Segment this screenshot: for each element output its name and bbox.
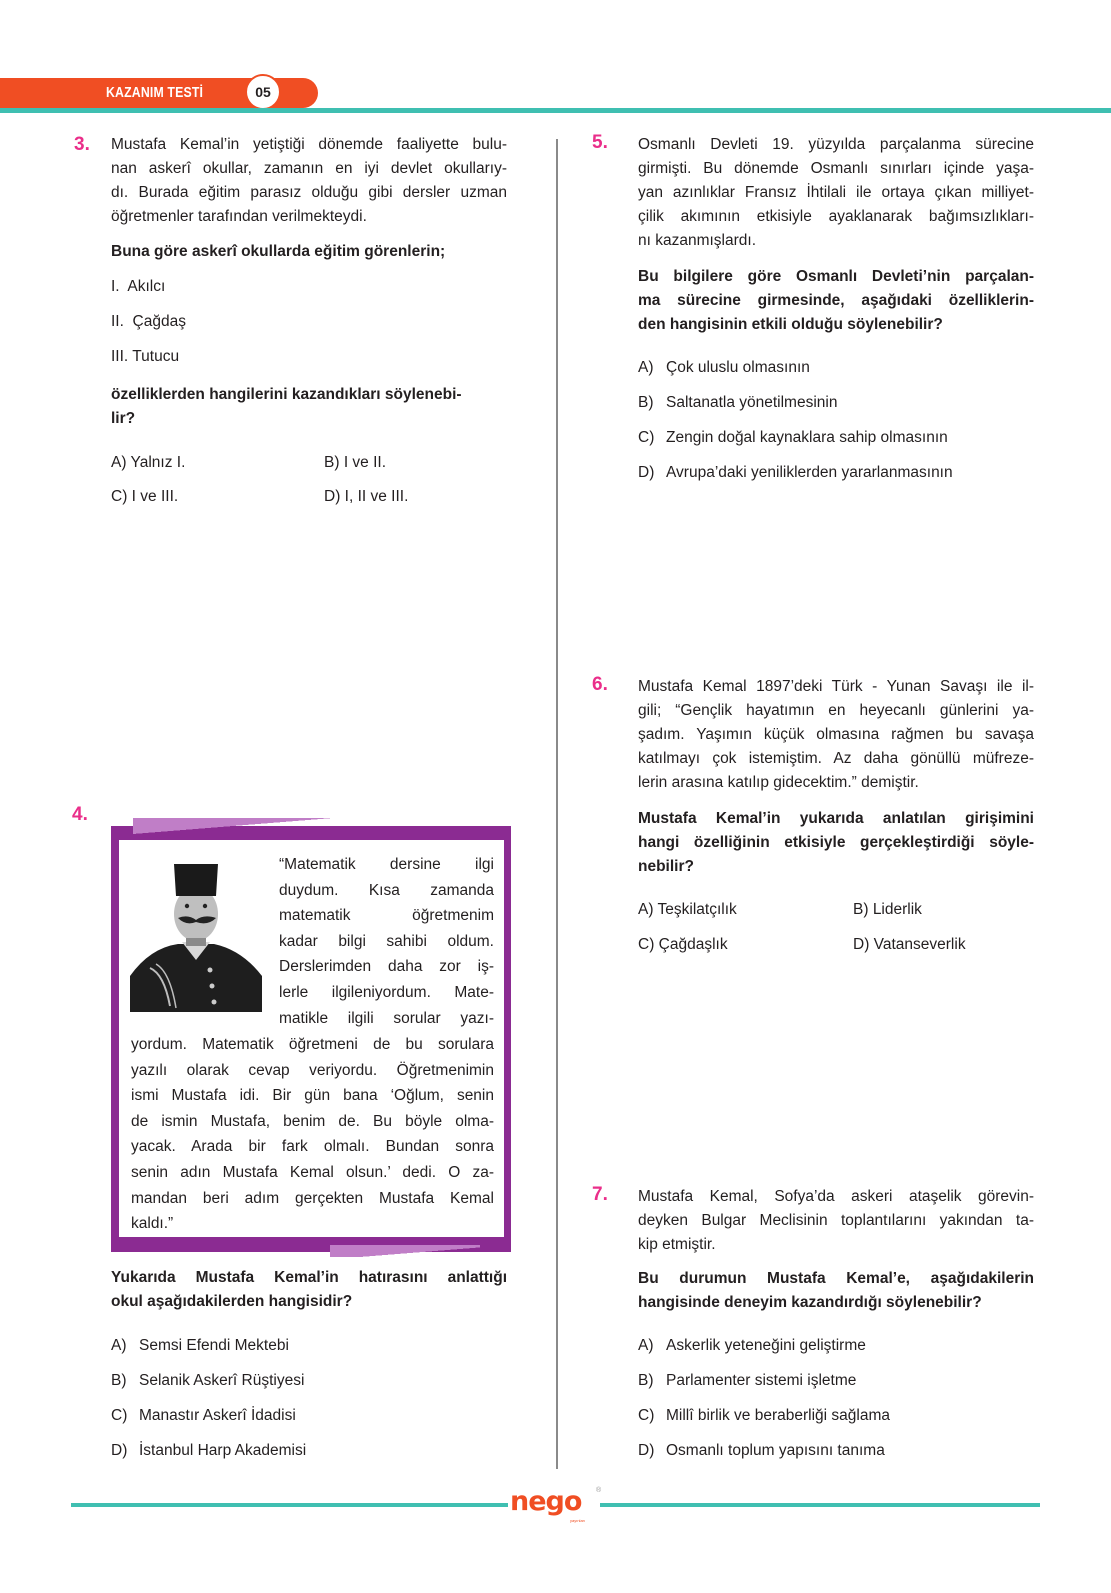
option-text: Vatanseverlik <box>873 936 966 953</box>
question-text: özelliklerden hangilerini kazandıkları söylenebi- <box>111 386 462 403</box>
question-text: ma sürecine girmesinde, aşağıdaki özelliklerin- <box>638 292 1034 309</box>
option-text: Selanik Askerî Rüştiyesi <box>139 1372 305 1389</box>
stem-line: şadım. Yaşımın küçük olmasına rağmen bu savaşa <box>638 726 1034 743</box>
quote-line: Derslerimden daha zor iş- <box>279 958 494 976</box>
publisher-logo-subtitle: yayınları <box>570 1518 586 1523</box>
option-c[interactable] <box>111 486 178 508</box>
option-c[interactable] <box>638 1405 890 1427</box>
option-text: Semsi Efendi Mektebi <box>139 1337 289 1354</box>
option-text: Manastır Askerî İdadisi <box>139 1407 296 1424</box>
option-text: Parlamenter sistemi işletme <box>666 1372 857 1389</box>
option-label: A) <box>638 359 654 376</box>
option-d[interactable] <box>111 1440 306 1462</box>
option-label: C) <box>638 429 655 446</box>
stem-line: çilik akımının etkisiyle ayaklanarak bağımsızlıkları- <box>638 208 1034 225</box>
quote-line: ismi Mustafa idi. Bir gün bana ‘Oğlum, senin <box>131 1087 494 1105</box>
option-text: Avrupa’daki yeniliklerden yararlanmasının <box>666 464 953 481</box>
question-number: 6. <box>592 674 608 695</box>
stem-line: deyken Bulgar Meclisinin toplantılarını yakından ta- <box>638 1212 1034 1229</box>
option-text: Yalnız I. <box>130 454 186 471</box>
option-c[interactable] <box>638 427 948 449</box>
stem-line: girmişti. Bu dönemde Osmanlı sınırları içinde yaşa- <box>638 160 1034 177</box>
stem-line: Mustafa Kemal, Sofya’da askeri ataşelik görevin- <box>638 1188 1034 1205</box>
quote-line: yordum. Matematik öğretmeni de bu sorulara <box>131 1036 494 1053</box>
option-b[interactable] <box>324 452 386 474</box>
option-b[interactable] <box>638 392 837 414</box>
test-title: KAZANIM TESTİ <box>106 84 204 101</box>
question-text: lir? <box>111 410 136 427</box>
option-label: B) <box>853 901 869 918</box>
stem-line: öğretmenler tarafından verilmekteydi. <box>111 208 367 225</box>
option-text: Zengin doğal kaynaklara sahip olmasının <box>666 429 948 446</box>
option-label: D) <box>324 488 341 505</box>
portrait-icon <box>130 856 262 1012</box>
option-label: C) <box>111 488 128 505</box>
option-text: Teşkilatçılık <box>657 901 737 918</box>
option-text: I ve II. <box>343 454 387 471</box>
question-text: okul aşağıdakilerden hangisidir? <box>111 1293 353 1310</box>
stem-line: Mustafa Kemal 1897’deki Türk - Yunan Savaşı ile il- <box>638 678 1034 695</box>
option-label: D) <box>111 1442 128 1459</box>
question-text: den hangisinin etkili olduğu söylenebilir? <box>638 316 943 333</box>
option-label: A) <box>638 901 654 918</box>
quote-line: yacak. Arada bir fark olmalı. Bundan sonra <box>131 1138 494 1156</box>
quote-frame-accent <box>330 1245 480 1257</box>
quote-line: kadar bilgi sahibi oldum. <box>279 932 494 950</box>
publisher-logo: nego <box>510 1486 582 1517</box>
quote-line: duydum. Kısa zamanda <box>279 881 494 899</box>
question-text: Bu bilgilere göre Osmanlı Devleti’nin parçalan- <box>638 268 1034 285</box>
stem-line: lerin arasına katılıp gidecektim.” demiştir. <box>638 774 919 791</box>
option-b[interactable] <box>111 1370 304 1392</box>
option-text: I ve III. <box>131 488 179 505</box>
question-number: 7. <box>592 1184 608 1205</box>
quote-line: kaldı.” <box>131 1215 174 1233</box>
option-text: Çok uluslu olmasının <box>666 359 810 376</box>
option-label: B) <box>111 1372 127 1389</box>
header-rule <box>0 108 1111 113</box>
option-text: Liderlik <box>872 901 922 918</box>
option-label: B) <box>638 1372 654 1389</box>
question-number: 5. <box>592 132 608 153</box>
option-label: B) <box>638 394 654 411</box>
option-label: D) <box>638 464 655 481</box>
option-text: I, II ve III. <box>344 488 409 505</box>
question-text: hangisinde deneyim kazandırdığı söylenebilir? <box>638 1294 982 1311</box>
option-b[interactable] <box>638 1370 856 1392</box>
option-text: Millî birlik ve beraberliği sağlama <box>666 1407 890 1424</box>
stem-line: katılmayı çok istemiştim. Az daha gönüllü müfreze- <box>638 750 1034 767</box>
test-number-badge: 05 <box>245 74 281 110</box>
option-a[interactable] <box>111 1335 289 1357</box>
option-label: D) <box>638 1442 655 1459</box>
quote-line: lerle ilgileniyordum. Mate- <box>279 983 494 1001</box>
column-divider <box>556 139 558 1469</box>
option-text: Askerlik yeteneğini geliştirme <box>666 1337 866 1354</box>
option-c[interactable] <box>638 934 728 956</box>
quote-line: “Matematik dersine ilgi <box>279 856 494 873</box>
option-label: A) <box>111 1337 127 1354</box>
stem-line: Osmanlı Devleti 19. yüzyılda parçalanma sürecine <box>638 136 1034 153</box>
quote-frame-accent <box>133 818 333 834</box>
option-a[interactable] <box>638 899 737 921</box>
stem-line: dı. Burada eğitim parasız olduğu gibi dersler uzman <box>111 184 507 201</box>
option-d[interactable] <box>853 934 966 956</box>
portrait-image <box>130 856 262 1012</box>
quote-line: senin adın Mustafa Kemal olsun.’ dedi. O za- <box>131 1163 494 1181</box>
option-text: Çağdaşlık <box>658 936 728 953</box>
question-text: nebilir? <box>638 858 694 875</box>
quote-line: yazılı olarak cevap veriyordu. Öğretmenimin <box>131 1061 494 1079</box>
footer-rule-right <box>600 1503 1040 1507</box>
question-text: Yukarıda Mustafa Kemal’in hatırasını anlattığı <box>111 1269 507 1286</box>
option-text: Osmanlı toplum yapısını tanıma <box>666 1442 885 1459</box>
stem-line: nı kazanmışlardı. <box>638 232 757 249</box>
question-text: Bu durumun Mustafa Kemal’e, aşağıdakilerin <box>638 1270 1034 1287</box>
quote-line: matikle ilgili sorular yazı- <box>279 1009 494 1027</box>
option-label: C) <box>638 936 655 953</box>
option-a[interactable] <box>111 452 185 474</box>
footer-rule-left <box>71 1503 508 1507</box>
quote-text-continued <box>131 1032 494 1237</box>
option-d[interactable] <box>324 486 408 508</box>
question-number: 4. <box>72 804 88 825</box>
option-c[interactable] <box>111 1405 296 1427</box>
option-label: C) <box>638 1407 655 1424</box>
stem-line: yan azınlıklar Fransız İhtilali ile ortaya çıkan milliyet- <box>638 184 1034 201</box>
stem-line: gili; “Gençlik hayatımın en heyecanlı günlerini ya- <box>638 702 1034 719</box>
question-number: 3. <box>74 134 90 155</box>
option-a[interactable] <box>638 357 810 379</box>
quote-line: mandan beri adım gerçekten Mustafa Kemal <box>131 1189 494 1207</box>
option-text: Saltanatla yönetilmesinin <box>666 394 838 411</box>
roman-item: II. Çağdaş <box>111 313 186 330</box>
option-label: A) <box>638 1337 654 1354</box>
option-a[interactable] <box>638 1335 866 1357</box>
question-text: hangi özelliğinin etkisiyle gerçekleştirdiği söyle- <box>638 834 1034 851</box>
option-b[interactable] <box>853 899 922 921</box>
roman-item: III. Tutucu <box>111 348 180 365</box>
question-text: Mustafa Kemal’in yukarıda anlatılan girişimini <box>638 810 1034 827</box>
option-label: D) <box>853 936 870 953</box>
option-label: A) <box>111 454 127 471</box>
quote-line: de ismin Mustafa, benim de. Bu böyle olma- <box>131 1112 494 1130</box>
roman-item: I. Akılcı <box>111 278 166 295</box>
stem-line: Mustafa Kemal’in yetiştiği dönemde faaliyette bulu- <box>111 136 507 153</box>
option-d[interactable] <box>638 462 953 484</box>
option-text: İstanbul Harp Akademisi <box>139 1442 307 1459</box>
option-d[interactable] <box>638 1440 885 1462</box>
registered-mark: ® <box>596 1487 602 1494</box>
question-prompt: Buna göre askerî okullarda eğitim görenlerin; <box>111 243 446 260</box>
quote-line: matematik öğretmenim <box>279 907 494 925</box>
option-label: C) <box>111 1407 128 1424</box>
option-label: B) <box>324 454 340 471</box>
quote-text <box>279 852 494 1031</box>
stem-line: nan askerî okullar, zamanın en iyi devlet okullarıy- <box>111 160 507 177</box>
stem-line: kip etmiştir. <box>638 1236 716 1253</box>
